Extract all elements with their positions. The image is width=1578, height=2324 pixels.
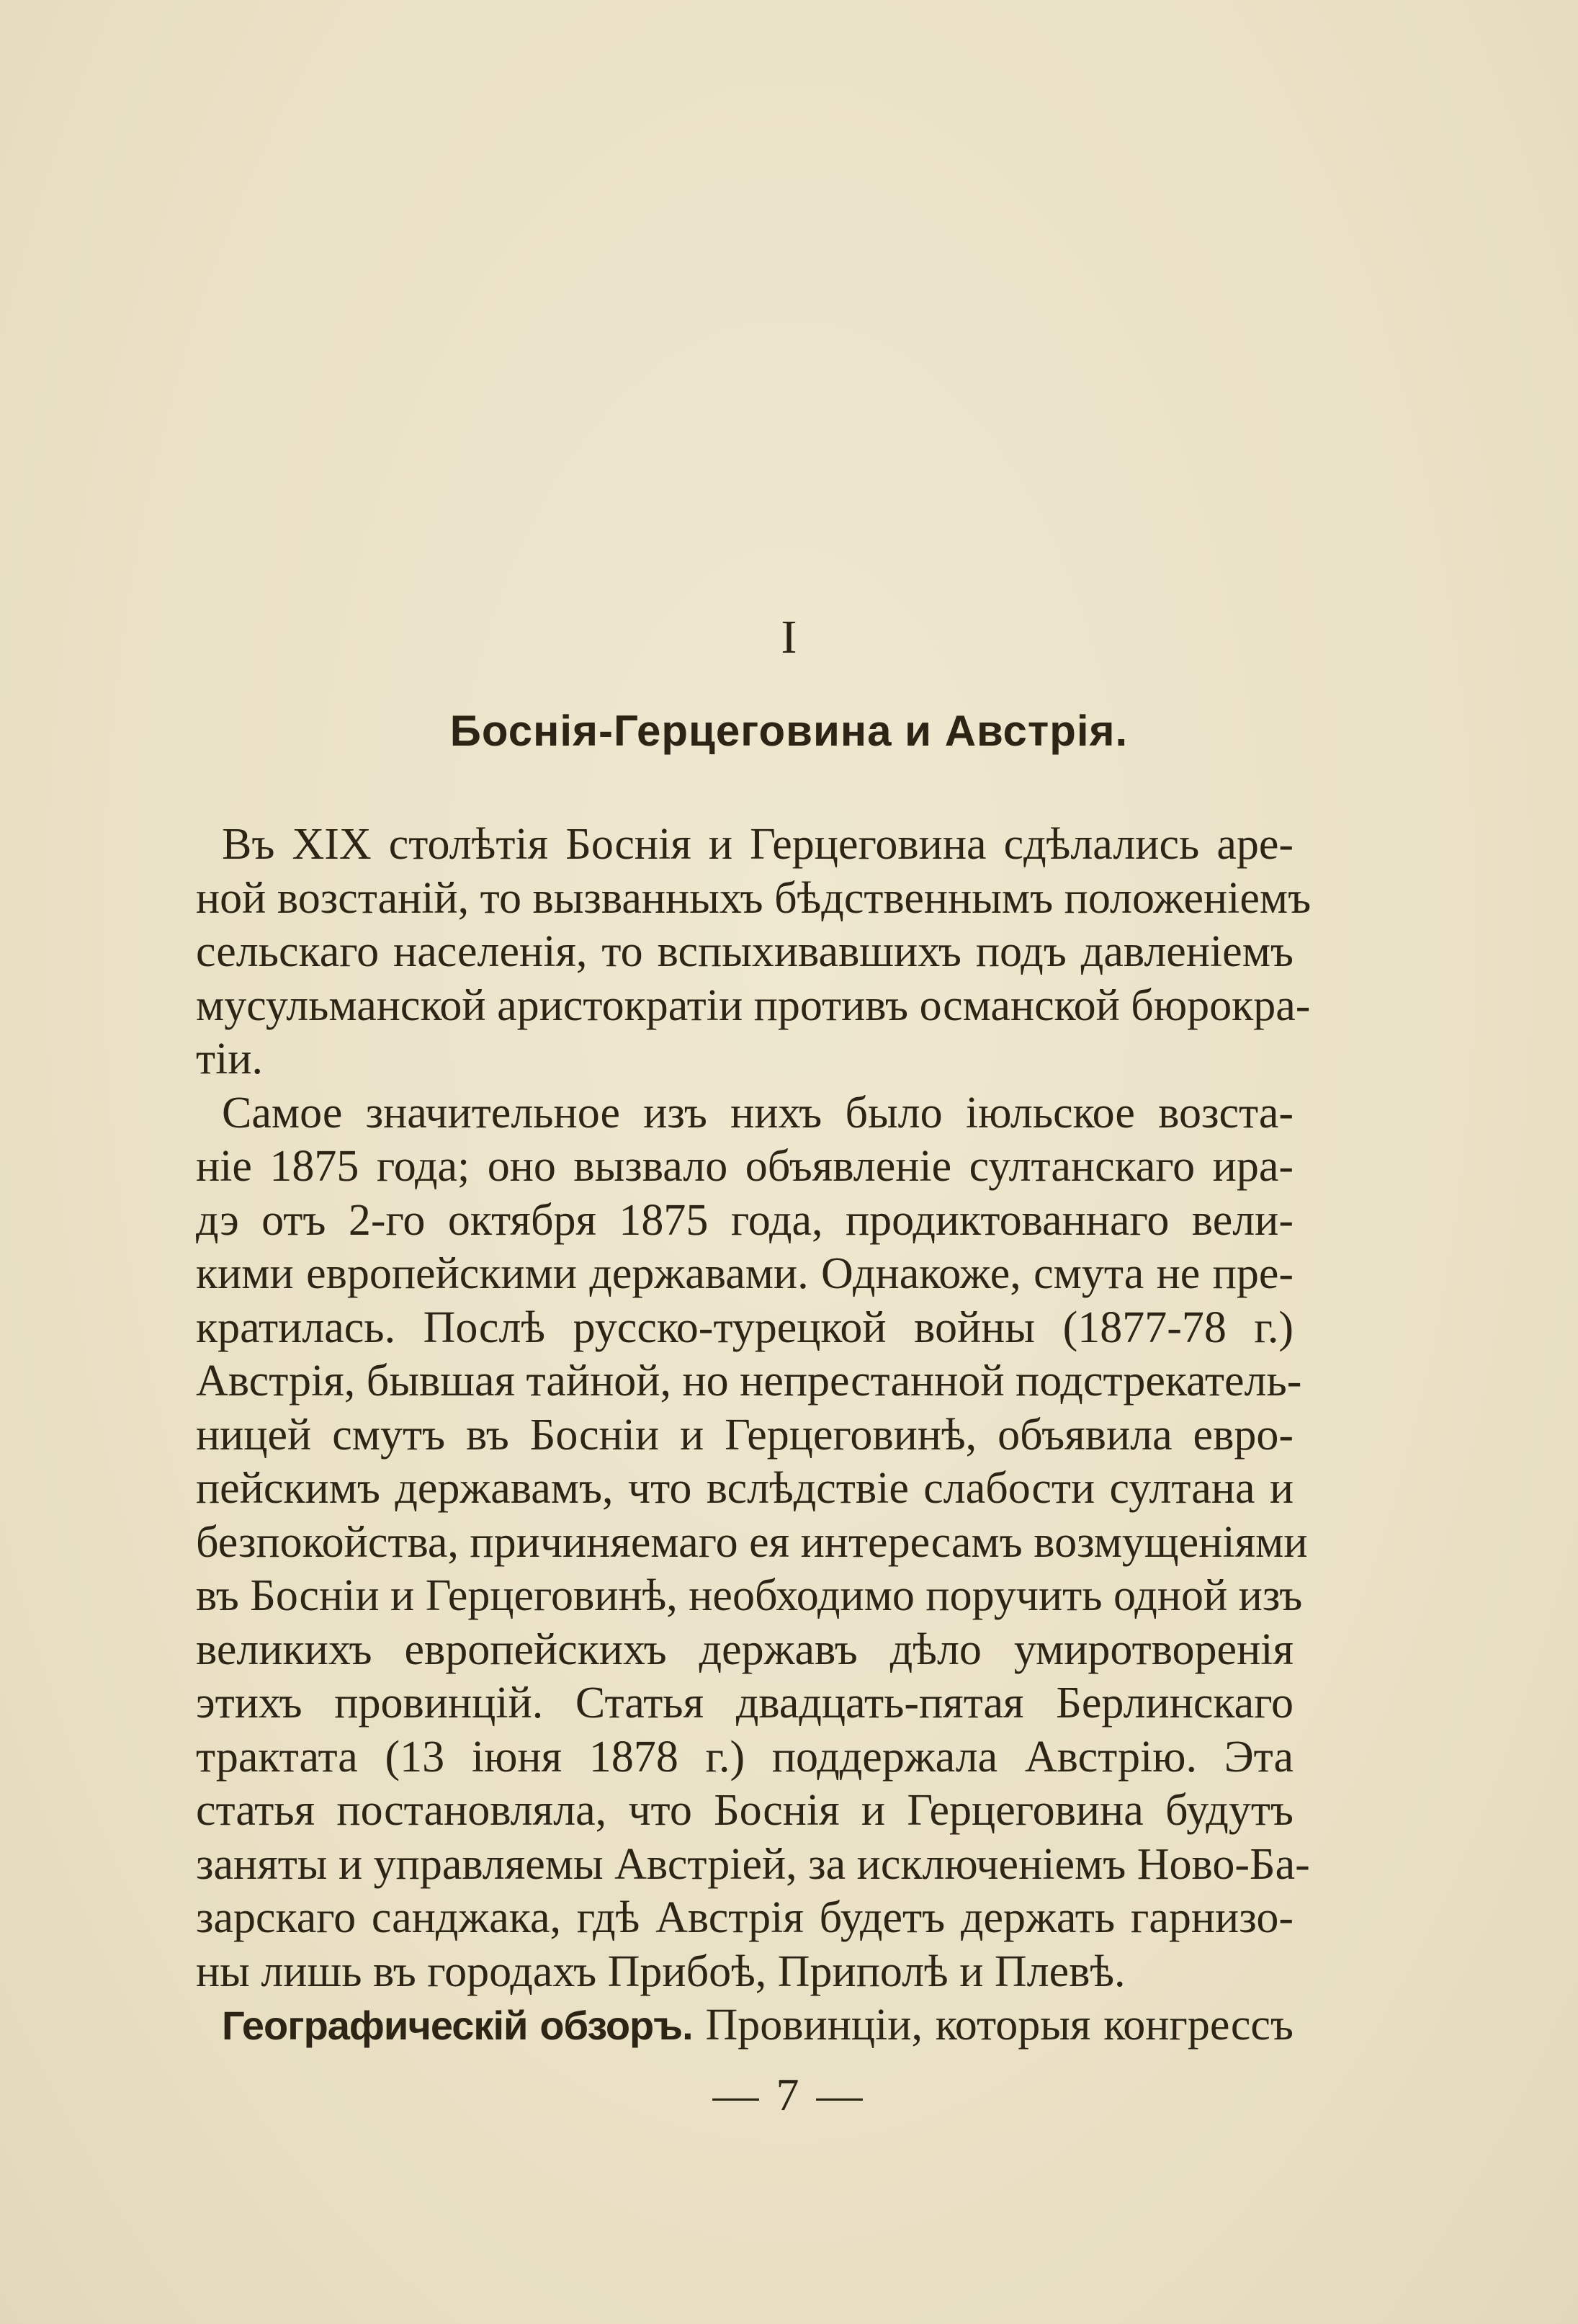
text-line: дэ отъ 2-го октября 1875 года, продиктованнаго вели- [196, 1195, 1294, 1245]
text-line: тіи. [196, 1034, 263, 1083]
chapter-number: I [781, 611, 797, 663]
text-line: мусульманской аристократіи противъ османской бюрокра- [196, 980, 1311, 1030]
section-line [196, 1998, 1294, 2052]
text-line: Австрія, бывшая тайной, но непрестанной подстрекатель- [196, 1357, 1302, 1405]
text-line: кратилась. Послѣ русско-турецкой войны (1877-78 г.) [196, 1302, 1294, 1352]
text-line: въ Босніи и Герцеговинѣ, необходимо поручить одной изъ [196, 1571, 1303, 1620]
text-line: кими европейскими державами. Однакоже, смута не пре- [196, 1249, 1294, 1298]
section-heading: Географическій обзоръ. [222, 2003, 693, 2048]
page-number: — 7 — [712, 2069, 866, 2120]
section-text: Провинціи, которыя конгрессъ [692, 2001, 1294, 2050]
text-line: заняты и управляемы Австріей, за исключеніемъ Ново-Ба- [196, 1839, 1310, 1889]
text-line: этихъ провинцій. Статья двадцать-пятая Берлинскаго [196, 1679, 1294, 1728]
text-line: статья постановляла, что Боснія и Герцеговина будутъ [196, 1786, 1294, 1835]
text-line: великихъ европейскихъ державъ дѣло умиротворенія [196, 1624, 1294, 1674]
text-line: ны лишь въ городахъ Прибоѣ, Приполѣ и Плевѣ. [196, 1947, 1126, 1996]
text-line: сельскаго населенія, то вспыхивавшихъ подъ давленіемъ [196, 927, 1294, 976]
chapter-title: Боснія-Герцеговина и Австрія. [449, 707, 1129, 755]
text-line: трактата (13 іюня 1878 г.) поддержала Австрію. Эта [196, 1732, 1294, 1782]
body-text [196, 818, 1312, 2052]
text-line: безпокойства, причиняемаго ея интересамъ возмущеніями [196, 1517, 1308, 1567]
text-line: зарскаго санджака, гдѣ Австрія будетъ держать гарнизо- [196, 1893, 1294, 1942]
text-line: Самое значительное изъ нихъ было іюльское возста- [222, 1088, 1294, 1138]
text-line: ной возстаній, то вызванныхъ бѣдственнымъ положеніемъ [196, 873, 1312, 923]
text-line: ніе 1875 года; оно вызвало объявленіе султанскаго ира- [196, 1142, 1294, 1191]
text-line: ницей смутъ въ Босніи и Герцеговинѣ, объявила евро- [196, 1410, 1294, 1460]
text-line: пейскимъ державамъ, что вслѣдствіе слабости султана и [196, 1464, 1294, 1513]
text-line: Въ XIX столѣтія Боснія и Герцеговина сдѣлались аре- [222, 820, 1294, 869]
